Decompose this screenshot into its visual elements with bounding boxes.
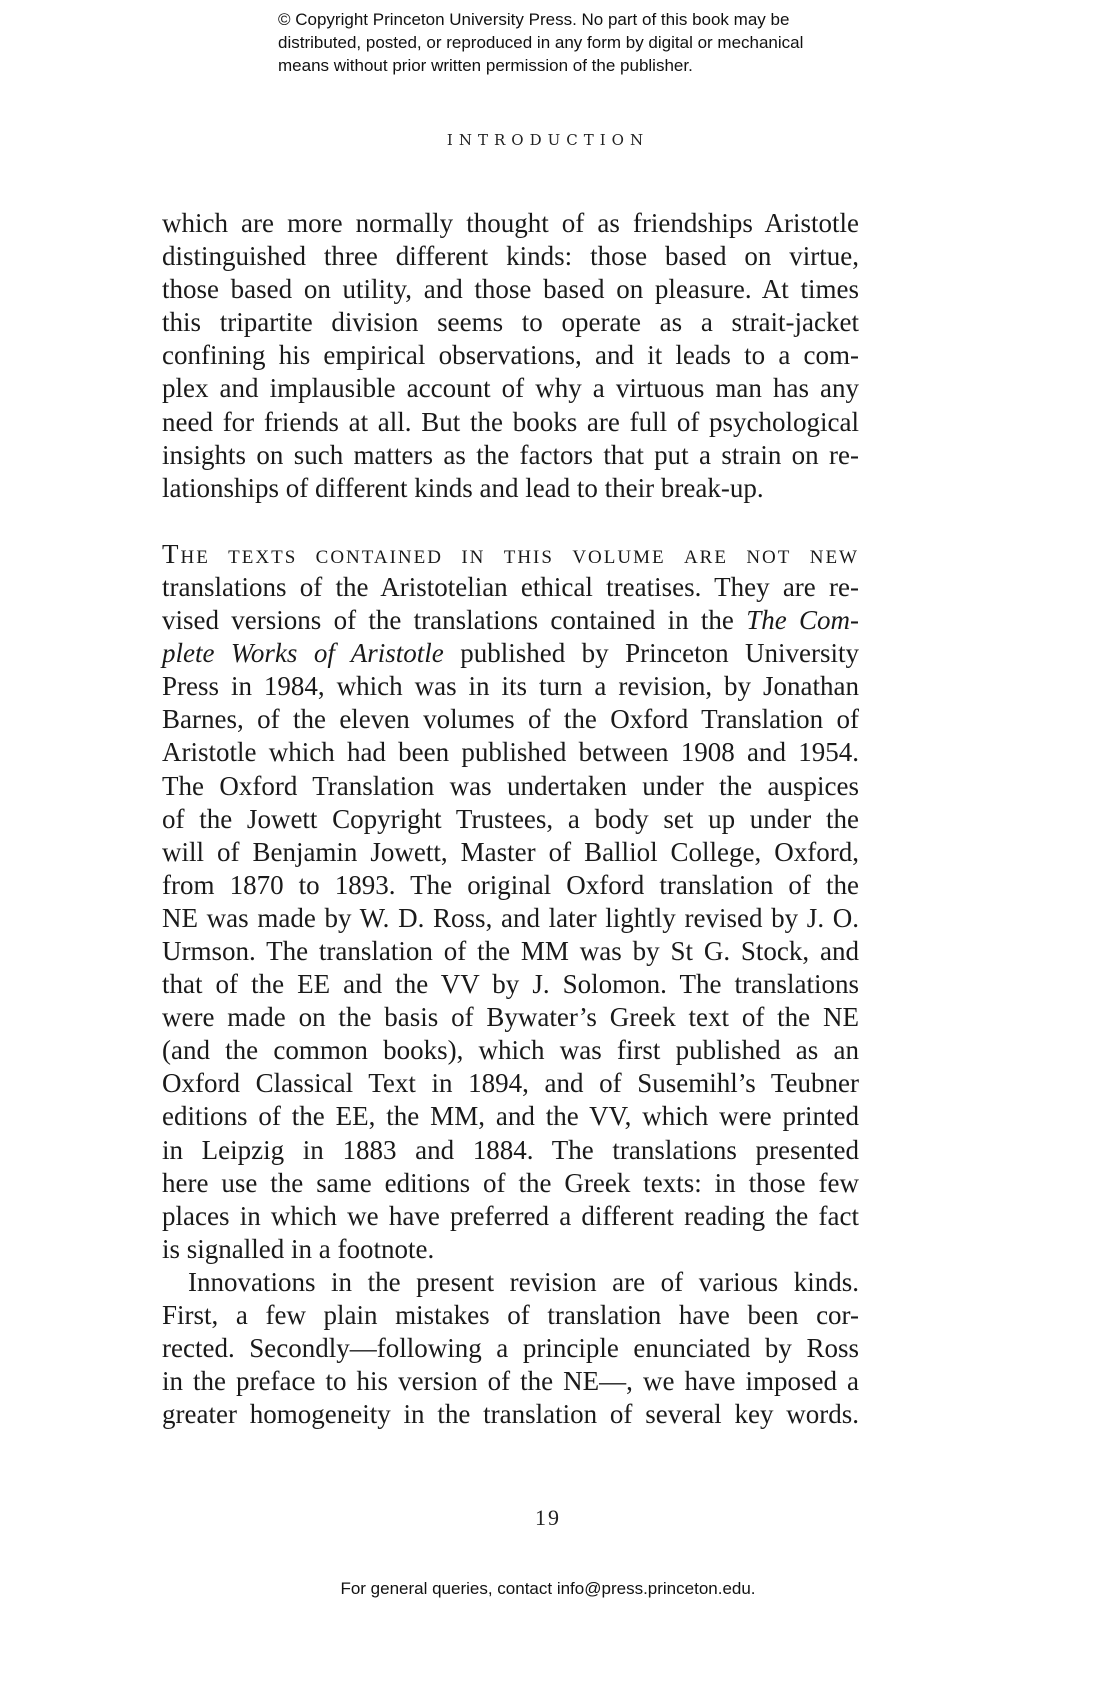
text-line: distinguished three different kinds: those based on virtue, (162, 241, 859, 272)
text-line: Oxford Classical Text in 1894, and of Susemihl’s Teubner (162, 1068, 859, 1099)
copyright-line: means without prior written permission of the publisher. (278, 56, 693, 75)
copyright-line: distributed, posted, or reproduced in any form by digital or mechanical (278, 33, 804, 52)
text-line: that of the EE and the VV by J. Solomon. The translations (162, 969, 859, 1000)
text-segment: vised versions of the translations contained in the (162, 605, 747, 636)
text-line: places in which we have preferred a different reading the fact (162, 1200, 859, 1231)
text-line: Urmson. The translation of the MM was by St G. Stock, and (162, 935, 859, 966)
text-line: Barnes, of the eleven volumes of the Oxford Translation of (162, 704, 859, 735)
body-text (162, 207, 859, 1431)
text-segment: published by Princeton University (443, 638, 859, 669)
text-line: in Leipzig in 1883 and 1884. The translations presented (162, 1134, 859, 1165)
text-line: greater homogeneity in the translation of several key words. (162, 1399, 859, 1430)
text-line: is signalled in a footnote. (162, 1233, 435, 1264)
text-line: those based on utility, and those based on pleasure. At times (162, 274, 859, 305)
text-line: translations of the Aristotelian ethical treatises. They are re- (162, 571, 859, 602)
text-line: lationships of different kinds and lead to their break-up. (162, 472, 764, 503)
section-lead-in: The texts contained in this volume are not new (162, 538, 859, 569)
text-line: were made on the basis of Bywater’s Greek text of the NE (162, 1002, 859, 1033)
paragraph-2 (162, 538, 859, 1266)
paragraph-3 (162, 1266, 859, 1431)
text-line (162, 637, 859, 670)
text-line: NE was made by W. D. Ross, and later lightly revised by J. O. (162, 902, 859, 933)
book-title-italic: The Com- (746, 605, 859, 636)
text-line (162, 604, 859, 637)
running-head: INTRODUCTION (446, 131, 650, 149)
text-line: of the Jowett Copyright Trustees, a body set up under the (162, 803, 859, 834)
footer-contact: For general queries, contact info@press.princeton.edu. (340, 1579, 756, 1598)
text-line: Press in 1984, which was in its turn a revision, by Jonathan (162, 671, 859, 702)
paragraph-1 (162, 207, 859, 505)
copyright-line: © Copyright Princeton University Press. No part of this book may be (278, 10, 790, 29)
text-line: Aristotle which had been published between 1908 and 1954. (162, 737, 859, 768)
text-line: plex and implausible account of why a virtuous man has any (162, 373, 859, 404)
book-title-italic: plete Works of Aristotle (162, 638, 444, 669)
text-line: here use the same editions of the Greek texts: in those few (162, 1167, 859, 1198)
text-line: First, a few plain mistakes of translation have been cor- (162, 1300, 859, 1330)
text-line: which are more normally thought of as friendships Aristotle (162, 208, 859, 238)
copyright-notice (278, 8, 878, 77)
text-line: Innovations in the present revision are of various kinds. (188, 1266, 859, 1297)
text-line: will of Benjamin Jowett, Master of Balliol College, Oxford, (162, 836, 859, 867)
text-line: rected. Secondly—following a principle enunciated by Ross (162, 1333, 859, 1364)
text-line: editions of the EE, the MM, and the VV, which were printed (162, 1101, 859, 1132)
page-number: 19 (535, 1505, 561, 1530)
text-line: confining his empirical observations, and it leads to a com- (162, 340, 859, 371)
text-line: need for friends at all. But the books are full of psychological (162, 406, 859, 437)
text-line: (and the common books), which was first published as an (162, 1035, 859, 1066)
text-line: in the preface to his version of the NE—, we have imposed a (162, 1366, 859, 1397)
text-line: this tripartite division seems to operate as a strait-jacket (162, 307, 859, 338)
text-line: The Oxford Translation was undertaken under the auspices (162, 770, 859, 801)
text-line: from 1870 to 1893. The original Oxford translation of the (162, 869, 859, 900)
text-line: insights on such matters as the factors that put a strain on re- (162, 439, 859, 470)
